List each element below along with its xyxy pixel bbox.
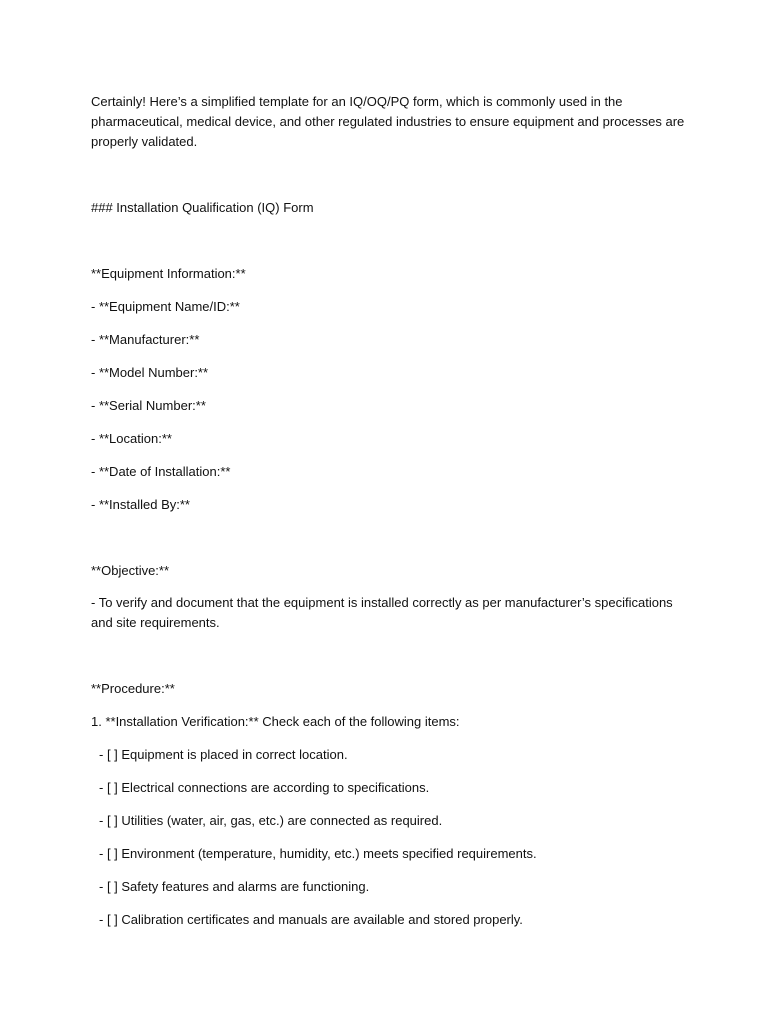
field-manufacturer: - **Manufacturer:** [91, 332, 200, 347]
checklist-item: - [ ] Electrical connections are according to specifications. [99, 780, 430, 795]
field-date-of-installation: - **Date of Installation:** [91, 464, 231, 479]
objective-heading: **Objective:** [91, 563, 170, 578]
field-installed-by: - **Installed By:** [91, 497, 190, 512]
checklist-item: - [ ] Utilities (water, air, gas, etc.) are connected as required. [99, 813, 443, 828]
field-serial-number: - **Serial Number:** [91, 398, 206, 413]
intro-paragraph: Certainly! Here’s a simplified template for an IQ/OQ/PQ form, which is commonly used in the pharmaceutical, medical device, and other regulated industries to ensure equipment and processes are properly validated. [91, 94, 685, 149]
checklist-item: - [ ] Environment (temperature, humidity, etc.) meets specified requirements. [99, 846, 537, 861]
checklist-item: - [ ] Equipment is placed in correct location. [99, 747, 348, 762]
checklist-item: - [ ] Safety features and alarms are functioning. [99, 879, 370, 894]
equipment-info-heading: **Equipment Information:** [91, 266, 246, 281]
field-location: - **Location:** [91, 431, 172, 446]
procedure-heading: **Procedure:** [91, 681, 175, 696]
checklist-item: - [ ] Calibration certificates and manuals are available and stored properly. [99, 912, 523, 927]
section-heading: ### Installation Qualification (IQ) Form [91, 200, 314, 215]
field-equipment-name: - **Equipment Name/ID:** [91, 299, 240, 314]
objective-text: - To verify and document that the equipment is installed correctly as per manufacturer’s specifications and site requirements. [91, 595, 673, 630]
field-model-number: - **Model Number:** [91, 365, 209, 380]
procedure-step: 1. **Installation Verification:** Check each of the following items: [91, 714, 460, 729]
